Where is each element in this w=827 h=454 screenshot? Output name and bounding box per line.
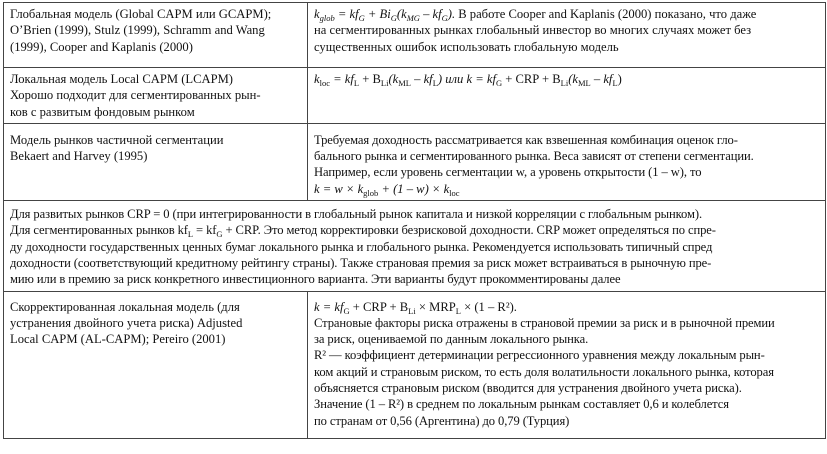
note-line: Для развитых рынков CRP = 0 (при интегрированности в глобальный рынок капитала и низкой корреляции с глобальным рынком). [10, 207, 703, 222]
table-row-lcapm [4, 68, 826, 124]
note-line: доходности (соответствующий кредитному рейтингу страны). Также страновая премия за риск может встраиваться в рыночную пре- [10, 255, 712, 270]
model-line: Скорректированная локальная модель (для [10, 299, 240, 314]
model-cell-alcapm [4, 291, 308, 438]
description-cell-alcapm [308, 291, 826, 438]
description-line: объясняется страновым риском (вводится для устранения двойного учета риска). [314, 381, 742, 396]
description-line: Значение (1 – R²) в среднем по локальным рынкам составляет 0,6 и колеблется [314, 397, 729, 412]
formula-gcapm: $k_{glob} = kf_G + Bi_G(k_{MG} - kf_G)$. В работе Cooper and Kaplanis (2000) показано, что даже [314, 7, 757, 23]
description-line: бального рынка и сегментированного рынка. Веса зависят от степени сегментации. [314, 149, 754, 164]
model-line: Локальная модель Local CAPM (LCAPM) [10, 72, 233, 86]
note-line: ду доходности государственных ценных бумаг локального рынка и глобального рынка. Рекомендуется использовать типичный спред [10, 239, 713, 254]
model-line: O’Brien (1999), Stulz (1999), Schramm and Wang [10, 23, 265, 38]
formula-alcapm: $k = kf_G$ + CRP + $B_{Li} \times MRP_L \times (1 - R^2)$. [314, 299, 517, 316]
table-row-alcapm [4, 291, 826, 438]
model-cell-gcapm [4, 3, 308, 68]
description-line: за риск, оцениваемой по данным локального рынка. [314, 332, 589, 347]
description-line: Страновые факторы риска отражены в страновой премии за риск и в рыночной премии [314, 315, 775, 330]
description-cell-lcapm [308, 68, 826, 124]
description-line: Например, если уровень сегментации w, а уровень открытости (1 – w), то [314, 165, 702, 180]
model-line: Bekaert and Harvey (1995) [10, 149, 148, 164]
description-cell-gcapm [308, 3, 826, 68]
table-row-partial-segmentation [4, 123, 826, 200]
formula-lcapm: $k_{loc} = kf_L + B_{Li}(k_{ML} - kf_L)$ или $k = kf_G$ + CRP + $B_{Li}(k_{ML} - kf_L)$ [314, 72, 622, 88]
model-line: Local CAPM (AL-CAPM); Pereiro (2001) [10, 332, 226, 347]
model-line: Модель рынков частичной сегментации [10, 132, 224, 147]
description-line: существенных ошибок использовать глобальную модель [314, 39, 619, 54]
model-cell-partial-segmentation [4, 123, 308, 200]
formula-partial-segmentation: $k = w \times k_{glob} + (1 - w) \times k_{loc}$ [314, 181, 460, 198]
table-row-gcapm [4, 3, 826, 68]
model-line: (1999), Cooper and Kaplanis (2000) [10, 39, 193, 54]
description-line: Требуемая доходность рассматривается как взвешенная комбинация оценок гло- [314, 132, 738, 147]
table-row-note [4, 201, 826, 291]
model-cell-lcapm [4, 68, 308, 124]
model-line: Глобальная модель (Global CAPM или GCAPM); [10, 7, 272, 21]
model-line: Хорошо подходит для сегментированных рын- [10, 88, 261, 103]
description-line: R² — коэффициент детерминации регрессионного уравнения между локальным рын- [314, 348, 765, 363]
model-line: устранения двойного учета риска) Adjusted [10, 315, 243, 330]
description-line: на сегментированных рынках глобальный инвестор во многих случаях может без [314, 23, 752, 38]
description-line: ком акций и страновым риском, то есть доля волатильности локального рынка, которая [314, 364, 774, 379]
description-cell-partial-segmentation [308, 123, 826, 200]
note-line: Для сегментированных рынков $kf_L = kf_G$ + CRP. Это метод корректировки безрисковой доходности. CRP может определяться по спре- [10, 223, 716, 240]
capm-models-table [3, 2, 826, 439]
note-line: мию или в премию за риск конкретного инвестиционного варианта. Эти варианты будут прокомментированы далее [10, 272, 621, 287]
description-line: по странам от 0,56 (Аргентина) до 0,79 (Турция) [314, 413, 570, 428]
note-cell [4, 201, 826, 291]
model-line: ков с развитым фондовым рынком [10, 104, 195, 119]
